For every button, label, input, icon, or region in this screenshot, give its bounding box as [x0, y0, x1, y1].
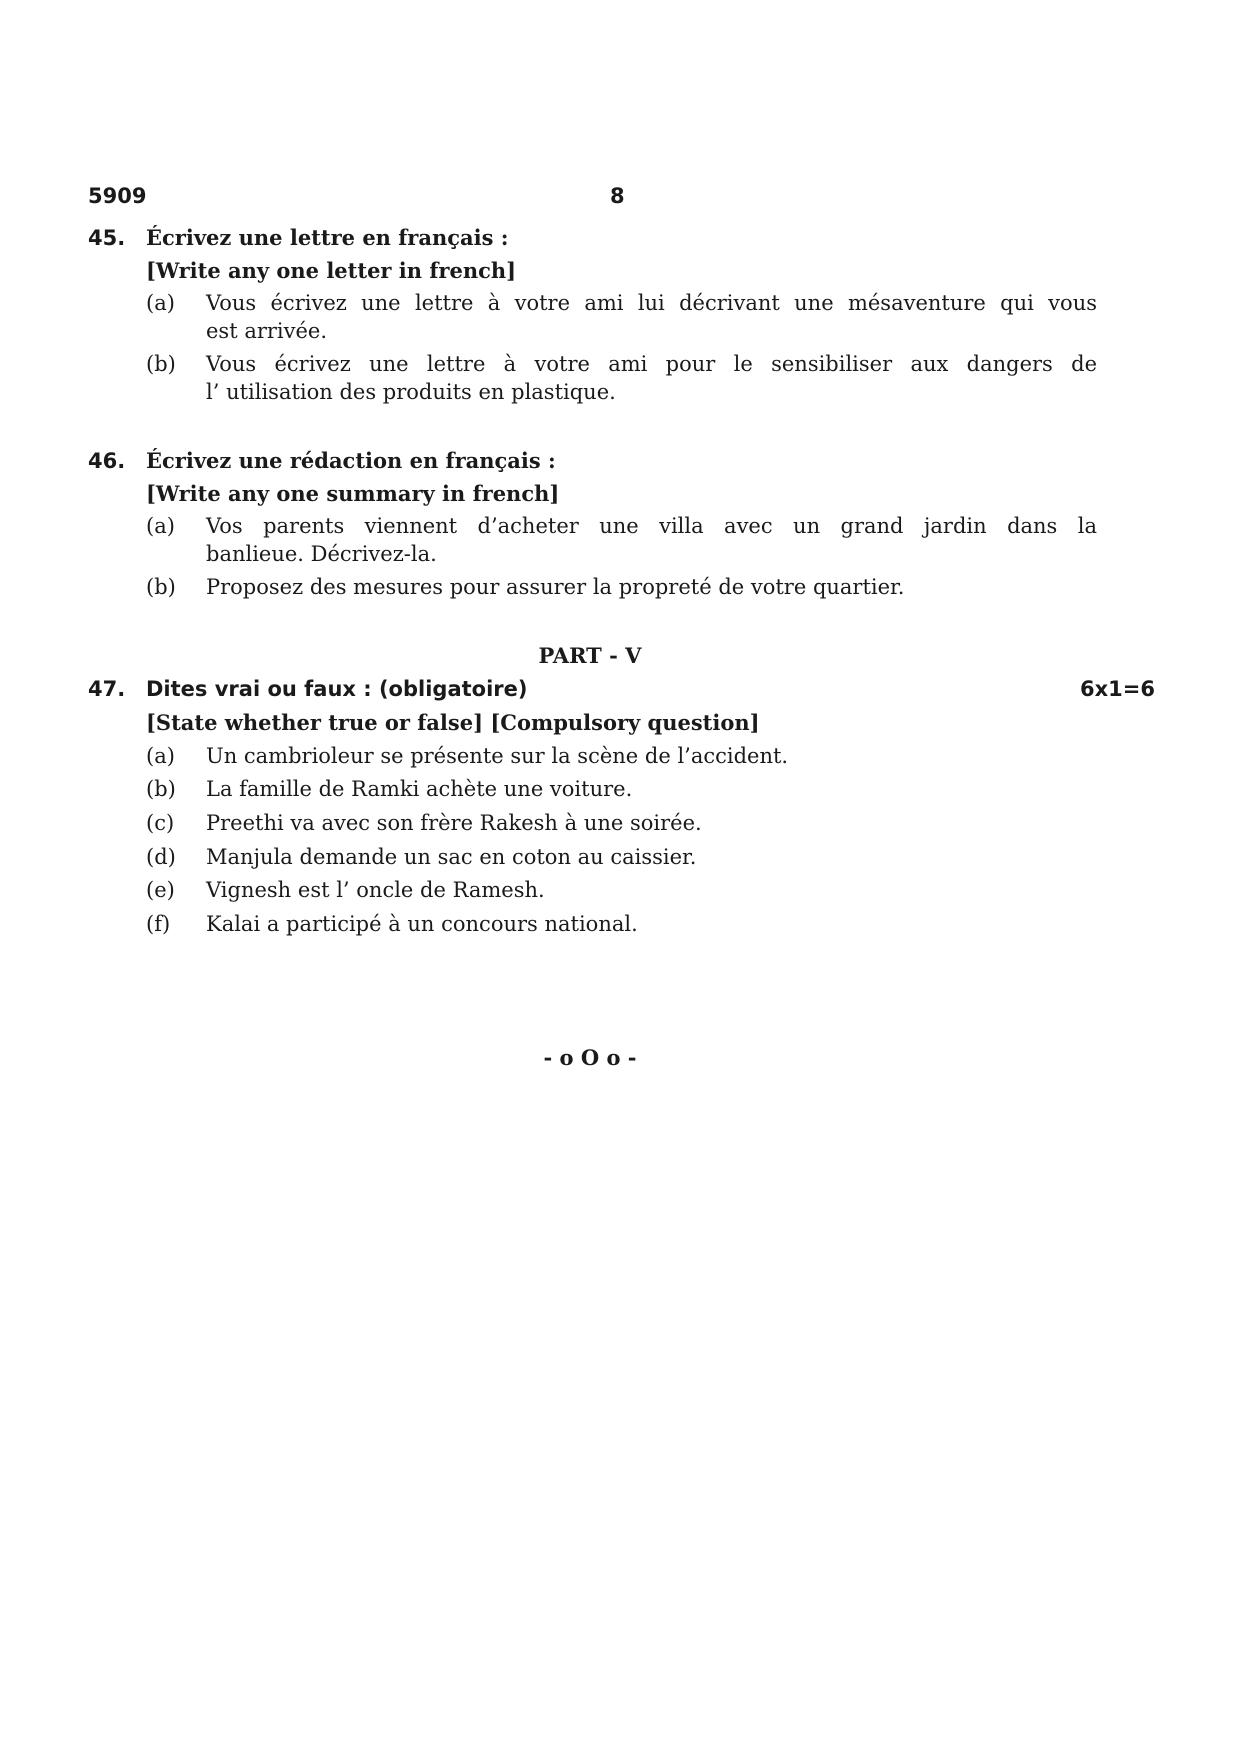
option-label: (b): [146, 575, 176, 599]
option-text-line1: Proposez des mesures pour assurer la propreté de votre quartier.: [206, 575, 905, 599]
item-text: Preethi va avec son frère Rakesh à une soirée.: [206, 811, 702, 835]
option-text-line2: est arrivée.: [206, 319, 328, 343]
item-label: (e): [146, 878, 175, 902]
part-heading: PART - V: [538, 643, 642, 668]
item-text: Manjula demande un sac en coton au caissier.: [206, 845, 697, 869]
question-subtitle: [Write any one summary in french]: [146, 481, 560, 506]
item-label: (d): [146, 845, 176, 869]
option-label: (a): [146, 514, 175, 538]
option-text-line1: Vos parents viennent d’acheter une villa avec un grand jardin dans la: [206, 514, 1097, 538]
question-title: Écrivez une rédaction en français :: [146, 448, 556, 473]
question-number: 47.: [88, 677, 126, 701]
option-text-line2: banlieue. Décrivez-la.: [206, 542, 437, 566]
option-text-line1: Vous écrivez une lettre à votre ami lui décrivant une mésaventure qui vous: [206, 291, 1097, 315]
marks-allocation: 6x1=6: [1080, 677, 1155, 701]
item-text: Un cambrioleur se présente sur la scène de l’accident.: [206, 744, 789, 768]
question-number: 45.: [88, 226, 126, 250]
option-text-line1: Vous écrivez une lettre à votre ami pour le sensibiliser aux dangers de: [206, 352, 1097, 376]
question-title: Dites vrai ou faux : (obligatoire): [146, 677, 528, 701]
option-label: (a): [146, 291, 175, 315]
item-label: (f): [146, 912, 171, 936]
end-of-paper-mark: - o O o -: [543, 1045, 637, 1070]
question-subtitle: [Write any one letter in french]: [146, 258, 517, 283]
page-number: 8: [610, 184, 625, 208]
item-text: Vignesh est l’ oncle de Ramesh.: [206, 878, 545, 902]
option-text-line2: l’ utilisation des produits en plastique.: [206, 380, 616, 404]
question-subtitle: [State whether true or false] [Compulsory question]: [146, 710, 760, 735]
paper-code: 5909: [88, 184, 147, 208]
item-label: (a): [146, 744, 175, 768]
option-label: (b): [146, 352, 176, 376]
item-text: Kalai a participé à un concours national.: [206, 912, 638, 936]
question-number: 46.: [88, 449, 126, 473]
item-label: (c): [146, 811, 175, 835]
question-title: Écrivez une lettre en français :: [146, 225, 509, 250]
item-label: (b): [146, 777, 176, 801]
item-text: La famille de Ramki achète une voiture.: [206, 777, 633, 801]
